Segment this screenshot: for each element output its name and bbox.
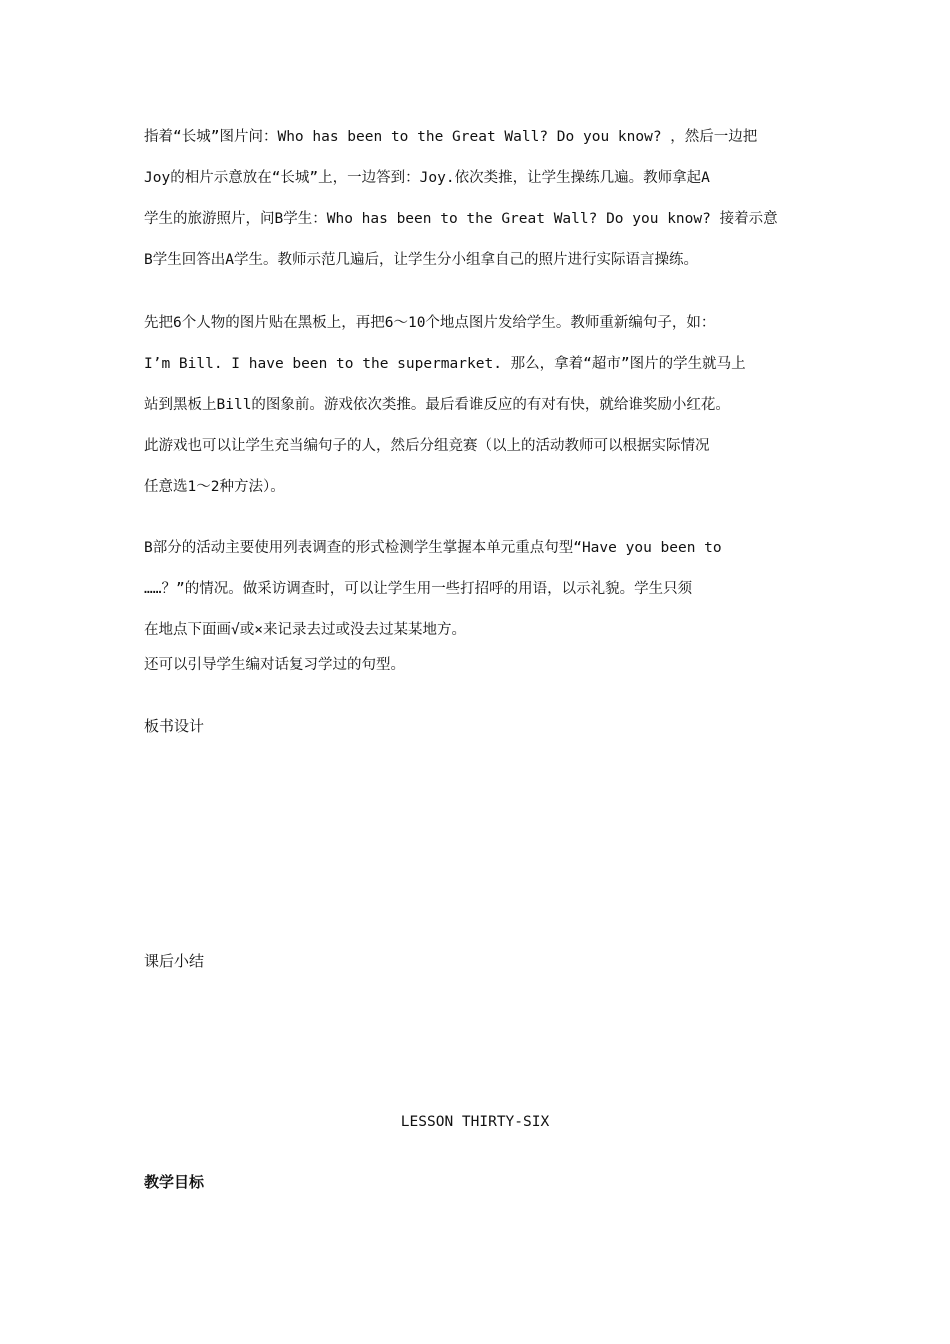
board-design-heading: 板书设计 [144, 717, 205, 735]
paragraph1-line-3: 学生的旅游照片，问B学生：Who has been to the Great Wall? Do you know? 接着示意 [144, 211, 778, 227]
paragraph3-line-2: ……？”的情况。做采访调查时，可以让学生用一些打招呼的用语，以示礼貌。学生只须 [144, 581, 693, 597]
paragraph2-line-5: 任意选1～2种方法）。 [144, 479, 285, 495]
paragraph2-line-2: I’m Bill. I have been to the supermarket. 那么，拿着“超市”图片的学生就马上 [144, 356, 746, 372]
paragraph1-line-1: 指着“长城”图片问：Who has been to the Great Wall? Do you know? ，然后一边把 [144, 129, 758, 145]
paragraph2-line-1: 先把6个人物的图片贴在黑板上，再把6～10个地点图片发给学生。教师重新编句子，如： [144, 315, 716, 331]
paragraph3-line-4: 还可以引导学生编对话复习学过的句型。 [144, 657, 405, 673]
summary-heading: 课后小结 [144, 952, 205, 970]
paragraph3-line-1: B部分的活动主要使用列表调查的形式检测学生掌握本单元重点句型“Have you been to [144, 540, 722, 556]
paragraph1-line-4: B学生回答出A学生。教师示范几遍后，让学生分小组拿自己的照片进行实际语言操练。 [144, 252, 698, 268]
paragraph1-line-2: Joy的相片示意放在“长城”上，一边答到：Joy.依次类推，让学生操练几遍。教师拿起A [144, 170, 710, 186]
paragraph3-line-3: 在地点下面画√或×来记录去过或没去过某某地方。 [144, 622, 466, 638]
paragraph2-line-3: 站到黑板上Bill的图象前。游戏依次类推。最后看谁反应的有对有快，就给谁奖励小红花。 [144, 397, 730, 413]
teaching-goals-heading: 教学目标 [144, 1173, 205, 1191]
paragraph2-line-4: 此游戏也可以让学生充当编句子的人，然后分组竞赛（以上的活动教师可以根据实际情况 [144, 438, 710, 454]
lesson-title: LESSON THIRTY-SIX [400, 1114, 550, 1130]
